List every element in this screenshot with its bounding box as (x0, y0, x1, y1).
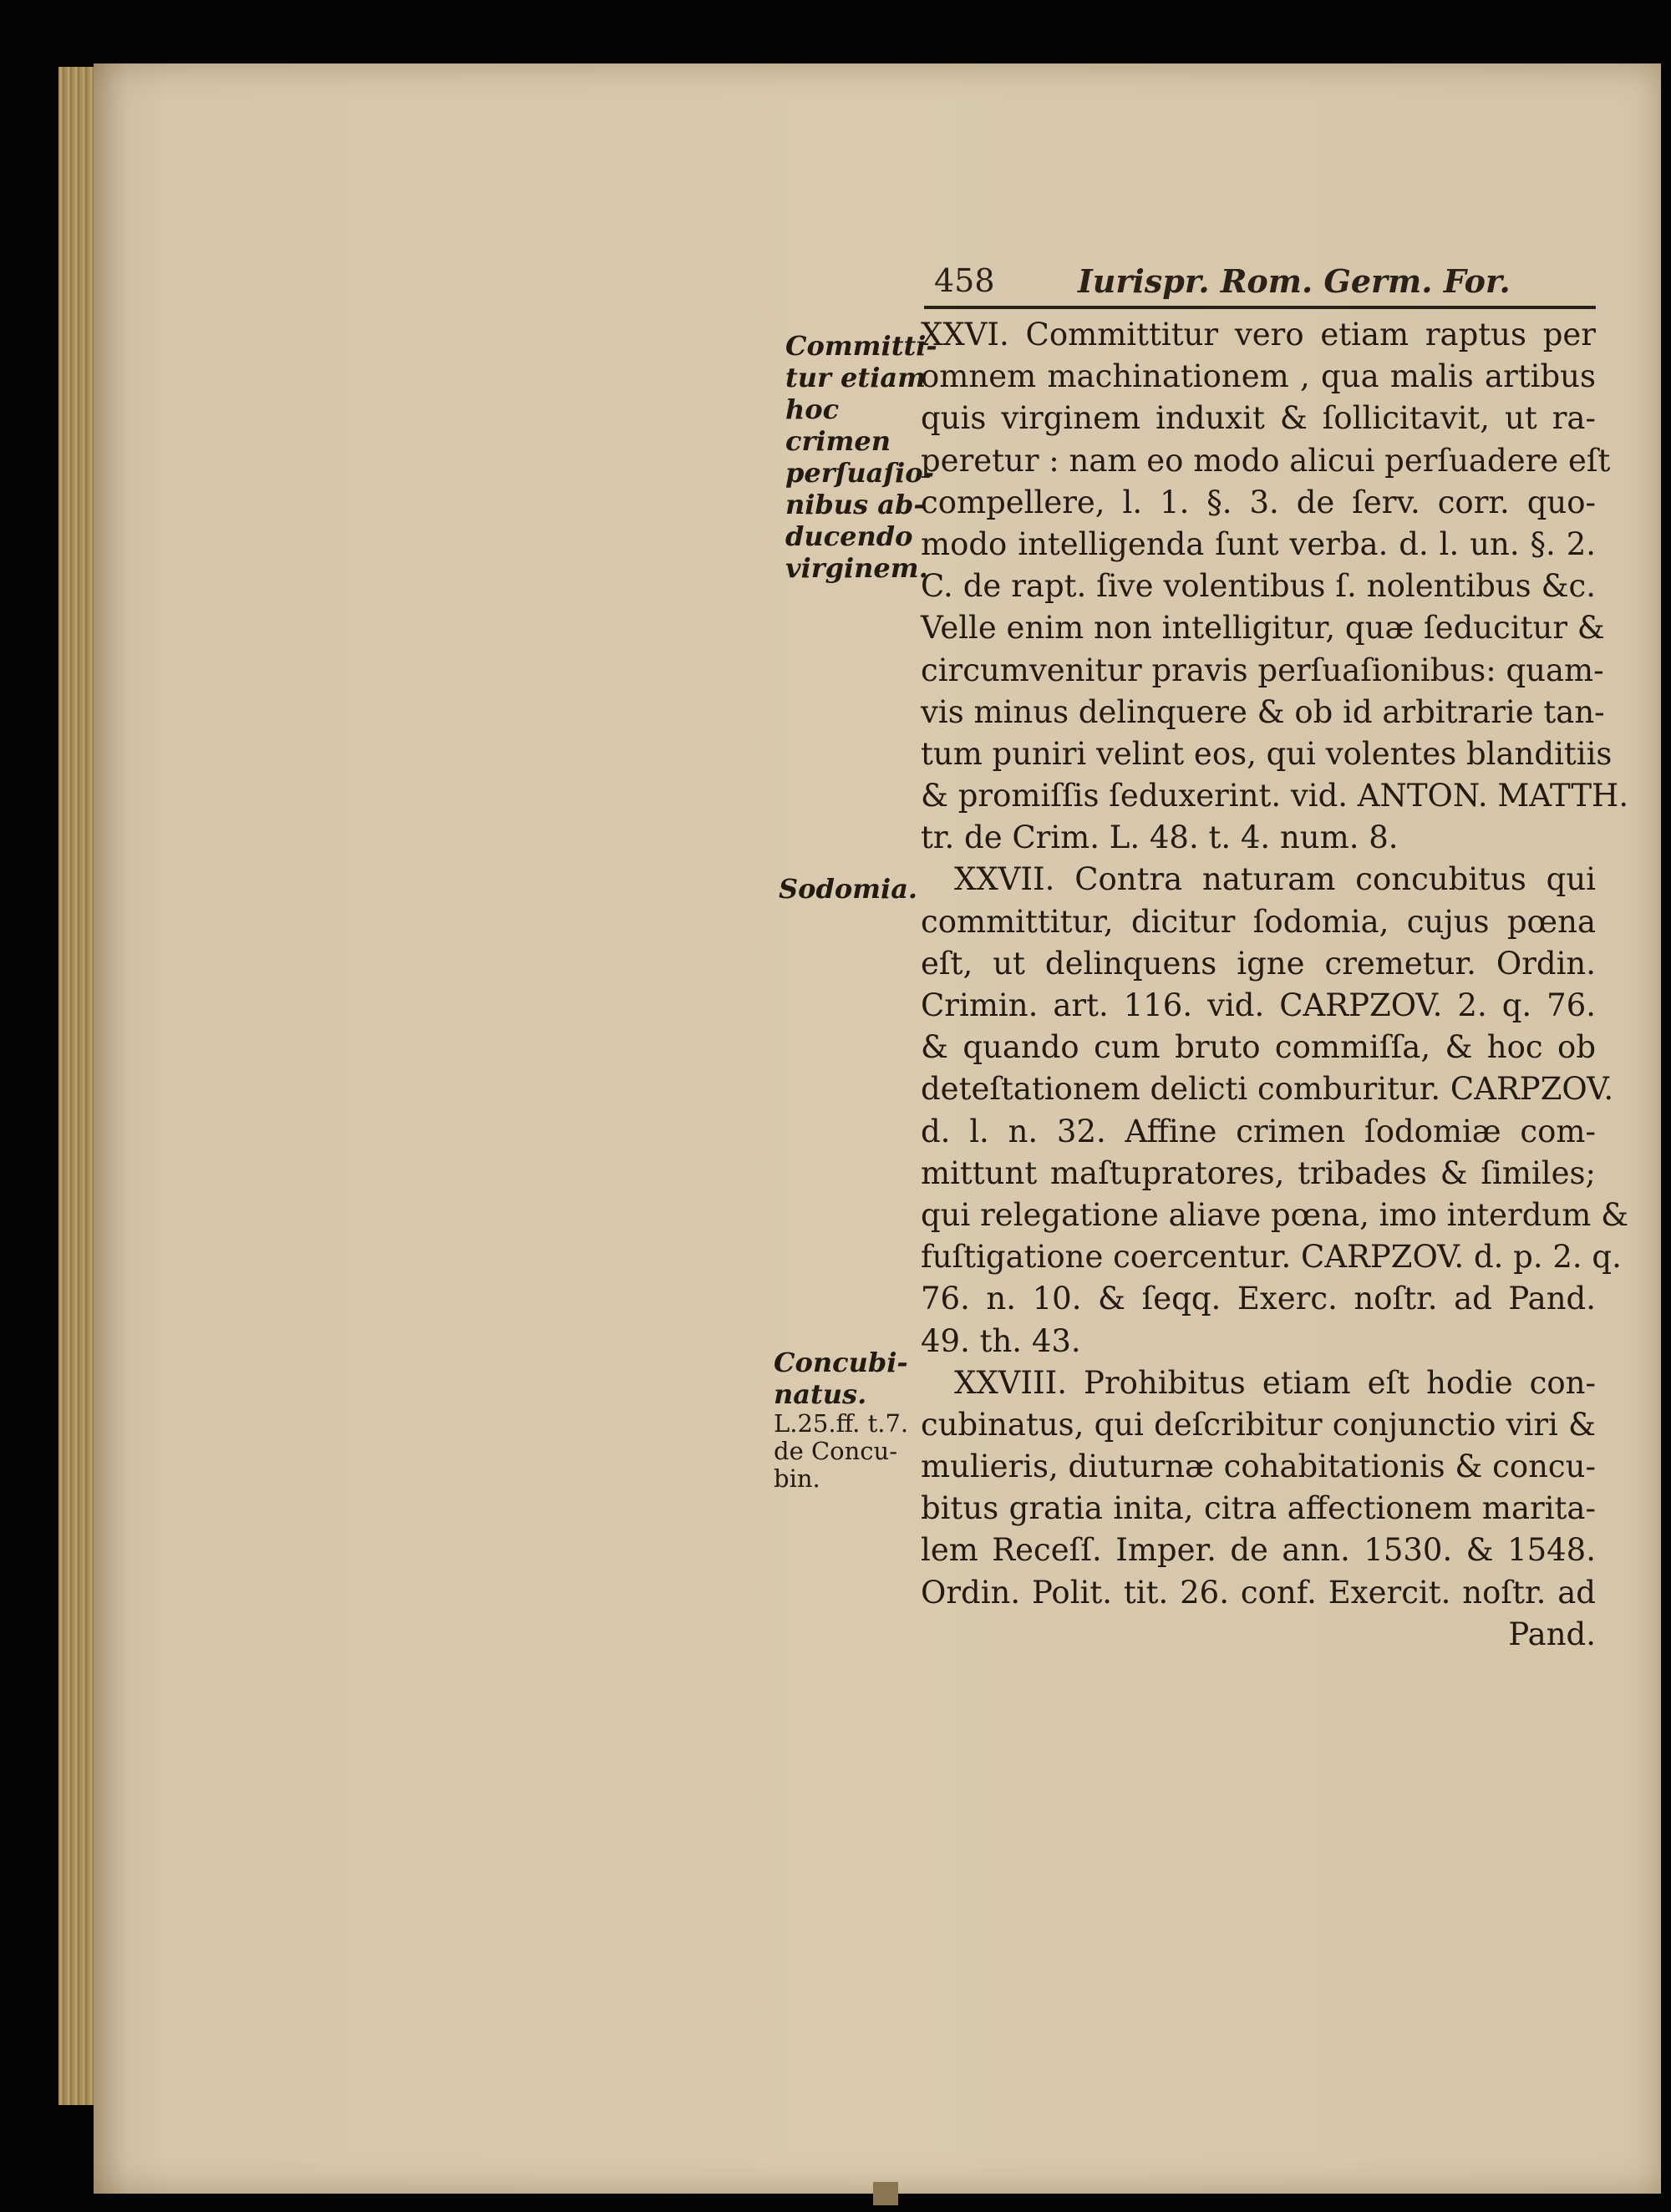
text-line: mulieris, diuturnæ cohabitationis & concu- (921, 1448, 1596, 1485)
margin-line: ducendo (785, 520, 913, 552)
text-line: circumvenitur pravis perſuaſionibus: quam- (921, 652, 1604, 688)
text-line: & quando cum bruto commiſſa, & hoc ob (921, 1029, 1596, 1066)
text-line: tum puniri velint eos, qui volentes blanditiis (921, 735, 1613, 772)
text-line: compellere, l. 1. §. 3. de ſerv. corr. quo- (921, 484, 1596, 520)
text-line: tr. de Crim. L. 48. t. 4. num. 8. (921, 819, 1399, 856)
text-line: cubinatus, qui deſcribitur conjunctio viri & (921, 1406, 1596, 1443)
text-line: qui relegatione aliave pœna, imo interdum & (921, 1196, 1629, 1233)
text-line: lem Receſſ. Imper. de ann. 1530. & 1548. (921, 1532, 1596, 1569)
margin-note-concubinatus (774, 1347, 916, 1493)
margin-line: natus. (774, 1378, 867, 1410)
text-line: eſt, ut delinquens igne cremetur. Ordin. (921, 945, 1596, 982)
text-line: committitur, dicitur ſodomia, cujus pœna (921, 903, 1596, 940)
text-line: fuſtigatione coercentur. CARPZOV. d. p. 2. q. (921, 1239, 1622, 1276)
margin-citation-line: L.25.ff. t.7. (774, 1409, 909, 1438)
margin-line: Sodomia. (779, 873, 918, 905)
text-line: XXVII. Contra naturam concubitus qui (954, 861, 1596, 898)
text-line: C. de rapt. ſive volentibus ſ. nolentibus &c. (921, 568, 1596, 605)
text-line: modo intelligenda ſunt verba. d. l. un. §. 2. (921, 525, 1596, 562)
text-line: peretur : nam eo modo alicui perſuadere eſt (921, 442, 1611, 479)
text-line: bitus gratia inita, citra affectionem marita- (921, 1490, 1596, 1527)
margin-line: hoc crimen (785, 393, 891, 457)
header-rule (924, 306, 1596, 309)
text-line: Ordin. Polit. tit. 26. conf. Exercit. noſtr. ad (921, 1574, 1596, 1611)
page-tab-marker (873, 2182, 898, 2205)
text-line: d. l. n. 32. Affine crimen ſodomiæ com- (921, 1113, 1596, 1149)
margin-note-persuasion (785, 330, 937, 584)
running-title: Iurispr. Rom. Germ. For. (1078, 262, 1511, 300)
text-line: 76. n. 10. & ſeqq. Exerc. noſtr. ad Pand. (921, 1281, 1596, 1317)
text-line: Crimin. art. 116. vid. CARPZOV. 2. q. 76. (921, 987, 1596, 1023)
text-line: Pand. (1508, 1616, 1596, 1652)
margin-line: Committi- (785, 330, 937, 362)
text-line: XXVIII. Prohibitus etiam eſt hodie con- (954, 1364, 1596, 1401)
page-header (934, 259, 1594, 302)
body-text (921, 314, 1629, 1656)
text-line: quis virginem induxit & ſollicitavit, ut ra- (921, 400, 1596, 437)
margin-line: tur etiam (785, 362, 926, 393)
margin-line: perſuaſio- (785, 457, 934, 489)
page-number: 458 (934, 262, 995, 299)
text-line: XXVI. Committitur vero etiam raptus per (921, 317, 1596, 353)
text-line: & promiſſis ſeduxerint. vid. ANTON. MATTH. (921, 778, 1629, 814)
text-line: deteſtationem delicti comburitur. CARPZOV. (921, 1071, 1614, 1108)
margin-citation-line: bin. (774, 1464, 820, 1493)
text-line: 49. th. 43. (921, 1322, 1081, 1359)
margin-note-sodomia (779, 873, 921, 905)
text-line: omnem machinationem , qua malis artibus (921, 358, 1596, 395)
text-line: vis minus delinquere & ob id arbitrarie tan- (921, 693, 1605, 730)
margin-line: nibus ab- (785, 489, 925, 520)
margin-line: virginem. (785, 552, 928, 584)
text-line: Velle enim non intelligitur, quæ ſeducitur & (921, 610, 1605, 647)
margin-line: Concubi- (774, 1347, 908, 1378)
text-line: mittunt maſtupratores, tribades & ſimiles; (921, 1154, 1596, 1191)
margin-citation-line: de Concu- (774, 1437, 897, 1465)
